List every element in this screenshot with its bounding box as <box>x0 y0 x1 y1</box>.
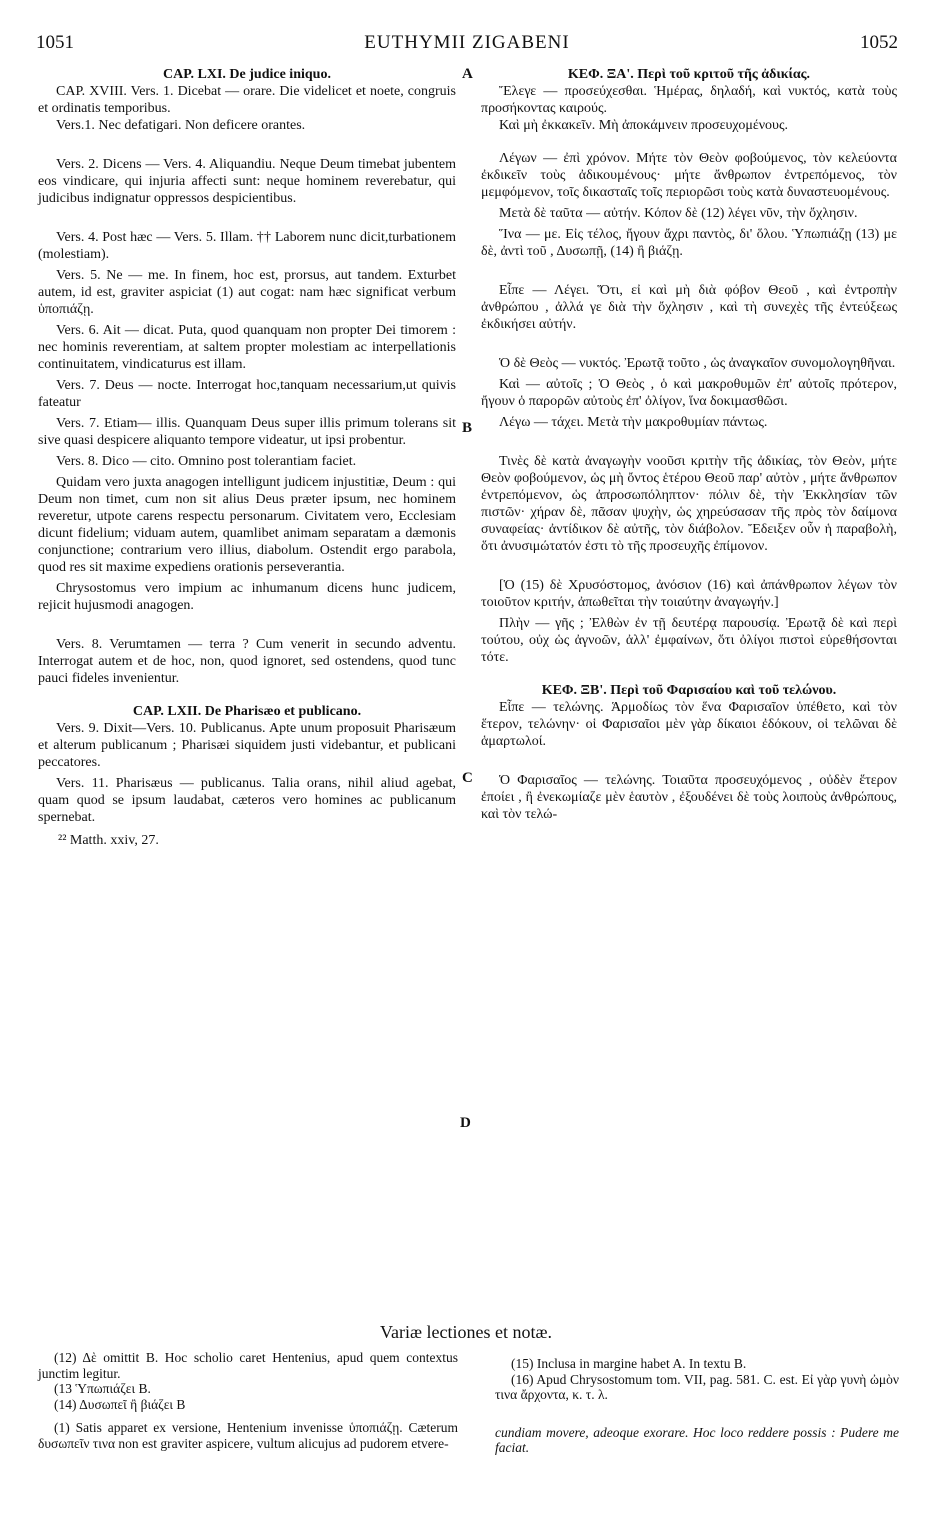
paragraph: Vers. 6. Ait — dicat. Puta, quod quanquam non propter Dei timorem : nec hominis reverentiam, at saltem propter molestiam ac interpellationis continuitatem, vindicaturus est illam. <box>38 323 456 372</box>
running-title: EUTHYMII ZIGABENI <box>364 32 570 53</box>
paragraph: Vers. 8. Verumtamen — terra ? Cum venerit in secundo adventu. Interrogat autem et de hoc, non, quod ignoret, sed ostendens, quod tunc pauci fideles invenientur. <box>38 637 456 686</box>
paragraph: Ὁ δὲ Θεὸς — νυκτός. Ἐρωτᾷ τοῦτο , ὡς ἀναγκαῖον συνομολογηθῆναι. <box>499 356 896 371</box>
note: cundiam movere, adeoque exorare. Hoc loco reddere possis : Pudere me faciat. <box>495 1424 899 1455</box>
paragraph: Ἵνα — με. Εἰς τέλος, ἤγουν ἄχρι παντὸς, δι' ὅλου. Ὑπωπιάζῃ (13) με δὲ, ἀντὶ τοῦ , Δυσωπῇ, (14) ἢ βιάζῃ. <box>481 227 897 259</box>
paragraph: Vers. 7. Deus — nocte. Interrogat hoc,tanquam necessarium,ut quivis fateatur <box>38 378 456 410</box>
greek-column <box>481 66 897 823</box>
paragraph: Λέγων — ἐπὶ χρόνον. Μήτε τὸν Θεὸν φοβούμενος, τὸν κελεύοντα ἐκδικεῖν τοὺς ἀδικουμένους· μήτε ἄνθρωπον ἐντρεπόμενος, τὸν μεμφόμενον, τοῖς δικασταῖς τοῖς περιορῶσι τοὺς κατὰ δυναστευομένους. <box>481 151 897 200</box>
paragraph: Εἶπε — Λέγει. Ὅτι, εἰ καὶ μὴ διὰ φόβον Θεοῦ , καὶ ἐντροπὴν ἀνθρώπου , ἀλλά γε διὰ τὴν ὄχλησιν , καὶ τὴ συνεχὲς τῆς ἐντεύξεως ἐκδικήσει αὐτήν. <box>481 283 897 332</box>
chapter-heading-latin-61: CAP. LXI. De judice iniquo. <box>163 67 331 82</box>
notes-heading: Variæ lectiones et notæ. <box>380 1322 552 1342</box>
paragraph: Vers. 4. Post hæc — Vers. 5. Illam. †† Laborem nunc dicit,turbationem (molestiam). <box>38 230 456 262</box>
note: (16) Apud Chrysostomum tom. VII, pag. 581. C. est. Εἰ γὰρ γυνὴ ὠμὸν τινα ἄρχοντα, κ. τ. λ. <box>495 1371 899 1402</box>
notes-right <box>495 1356 899 1456</box>
note: (13 Ὑπωπιάζει B. <box>54 1381 151 1396</box>
notes-left <box>38 1350 458 1451</box>
note: (14) Δυσωπεῖ ἢ βιάζει B <box>54 1396 186 1412</box>
paragraph: Vers. 11. Pharisæus — publicanus. Talia orans, nihil aliud agebat, quam quod se ipsum laudabat, cæteros vero homines ac publicanum spernebat. <box>38 776 456 825</box>
footnote: ²² Matth. xxiv, 27. <box>58 833 159 848</box>
chapter-heading-greek-62: ΚΕΦ. ΞΒ'. Περὶ τοῦ Φαρισαίου καὶ τοῦ τελώνου. <box>541 683 837 698</box>
paragraph: Μετὰ δὲ ταῦτα — αὐτήν. Κόπον δὲ (12) λέγει νῦν, τὴν ὄχλησιν. <box>499 206 858 221</box>
paragraph: Πλὴν — γῆς ; Ἐλθὼν ἐν τῇ δευτέρᾳ παρουσίᾳ. Ἐρωτᾷ δὲ καὶ περὶ τούτου, οὐχ ὡς ἀγνοῶν, ἀλλ' ἐμφαίνων, ὅτι ὀλίγοι πιστοὶ εὑρεθήσονται τότε. <box>481 616 897 665</box>
paragraph: Τινὲς δὲ κατὰ ἀναγωγὴν νοοῦσι κριτὴν τῆς ἀδικίας, τὸν Θεὸν, μήτε Θεὸν φοβούμενον, ὡς μὴ ὄντος ἑτέρου Θεοῦ παρ' αὐτὸν , μήτε ἄνθρωπον ἐντρεπόμενον, ὡς ἀπροσωπόληπτον· πόλιν δὲ, τὴν Ἐκκλησίαν τῶν πιστῶν· χήραν δὲ, πᾶσαν ψυχὴν, ὡς χηρεύσασαν τῆς πρὸς τὸν δαίμονα συναφείας· ἀντίδικον δὲ αὐτῆς, τὸν διάβολον. Ἔδειξεν οὖν ἡ παραβολὴ, ὅτι ἀνυσιμώτατόν ἐστι τὸ τῆς προσευχῆς ἐπίμονον. <box>481 454 897 554</box>
paragraph: CAP. XVIII. Vers. 1. Dicebat — orare. Die videlicet et noete, congruis et ordinatis temporibus. <box>38 84 456 116</box>
margin-marker-c: C <box>462 770 473 786</box>
paragraph: Vers. 7. Etiam— illis. Quanquam Deus super illis primum tolerans sit sive quasi despicere aliquanto tempore videatur, ut ipsi probentur. <box>38 416 456 448</box>
paragraph: Καὶ — αὐτοῖς ; Ὁ Θεὸς , ὁ καὶ μακροθυμῶν ἐπ' αὐτοῖς πρότερον, ἤγουν ὁ παρορῶν αὐτοὺς ἐπ' ὀλίγον, ἵνα δοκιμασθῶσι. <box>481 377 897 409</box>
note: (15) Inclusa in margine habet A. In textu B. <box>511 1356 747 1371</box>
chapter-heading-latin-62: CAP. LXII. De Pharisæo et publicano. <box>132 704 362 719</box>
paragraph: [Ὁ (15) δὲ Χρυσόστομος, ἀνόσιον (16) καὶ ἀπάνθρωπον λέγων τὸν τοιοῦτον κριτήν, ἀπωθεῖται τὴν τοιαύτην ἀναγωγήν.] <box>481 578 897 610</box>
note: (1) Satis apparet ex versione, Hentenium invenisse ὑποπιάζῃ. Cæterum δυσωπεῖν τινα non est graviter aspicere, vultum alicujus ad pudorem etvere- <box>38 1420 458 1451</box>
paragraph: Ἔλεγε — προσεύχεσθαι. Ἡμέρας, δηλαδή, καὶ νυκτός, κατὰ τοὺς προσήκοντας καιρούς. <box>481 84 897 116</box>
margin-marker-d: D <box>460 1115 471 1131</box>
paragraph: Quidam vero juxta anagogen intelligunt judicem injustitiæ, Deum : qui Deum non timet, cum non sit alius Deus præter ipsum, nec hominem reveretur, utpote carens respectu personarum. Civitatem vero, Ecclesiam dicunt fidelium; viduam autem, quamlibet animam separatam a dæmonis conjunctione; contrarium vero illius, diabolum. Ostendit ergo parabola, quod res sit maxime expediens orationis perseverantia. <box>38 475 456 575</box>
paragraph: Εἶπε — τελώνης. Ἁρμοδίως τὸν ἕνα Φαρισαῖον ὑπέθετο, καὶ τὸν ἕτερον, τελώνην· οἱ Φαρισαῖοι μὲν γὰρ δίκαιοι ἐδόκουν, οἱ τελῶναι δὲ ἁμαρτωλοί. <box>481 700 897 749</box>
margin-marker-a: A <box>462 66 473 82</box>
paragraph: Vers. 8. Dico — cito. Omnino post tolerantiam faciet. <box>56 454 357 469</box>
paragraph: Vers. 5. Ne — me. In finem, hoc est, prorsus, aut tandem. Exturbet autem, id est, graviter aspiciat (1) aut cogat: nam hæc significat verbum ὑποπιάζῃ. <box>38 268 456 317</box>
paragraph: Λέγω — τάχει. Μετὰ τὴν μακροθυμίαν πάντως. <box>499 415 768 430</box>
paragraph: Ὁ Φαρισαῖος — τελώνης. Τοιαῦτα προσευχόμενος , οὐδὲν ἕτερον ἐποίει , ἢ ἐνεκωμίαζε μὲν ἑαυτὸν , ἐξουδένει δὲ τοὺς λοιποὺς ἀνθρώπους, καὶ τὸν τελώ- <box>481 773 897 822</box>
page-header <box>36 32 898 60</box>
margin-marker-b: B <box>462 420 473 436</box>
page-number-right: 1052 <box>860 32 898 53</box>
latin-column <box>38 66 456 849</box>
paragraph: Vers.1. Nec defatigari. Non deficere orantes. <box>56 118 306 133</box>
paragraph: Vers. 9. Dixit—Vers. 10. Publicanus. Apte unum proposuit Pharisæum et alterum publicanum ; Pharisæi siquidem justi videbantur, et publicani peccatores. <box>38 721 456 770</box>
chapter-heading-greek-61: ΚΕΦ. ΞΑ'. Περὶ τοῦ κριτοῦ τῆς ἀδικίας. <box>567 67 811 82</box>
page-number-left: 1051 <box>36 32 74 53</box>
paragraph: Chrysostomus vero impium ac inhumanum dicens hunc judicem, rejicit hujusmodi anagogen. <box>38 581 456 613</box>
note: (12) Δὲ omittit B. Hoc scholio caret Hentenius, apud quem contextus junctim legitur. <box>38 1350 458 1381</box>
paragraph: Καὶ μὴ ἐκκακεῖν. Μὴ ἀποκάμνειν προσευχομένους. <box>499 118 789 133</box>
paragraph: Vers. 2. Dicens — Vers. 4. Aliquandiu. Neque Deum timebat jubentem eos vindicare, qui injuria affecti sunt: neque hominem reverebatur, qui judicibus indignatur oppressos despicientibus. <box>38 157 456 206</box>
